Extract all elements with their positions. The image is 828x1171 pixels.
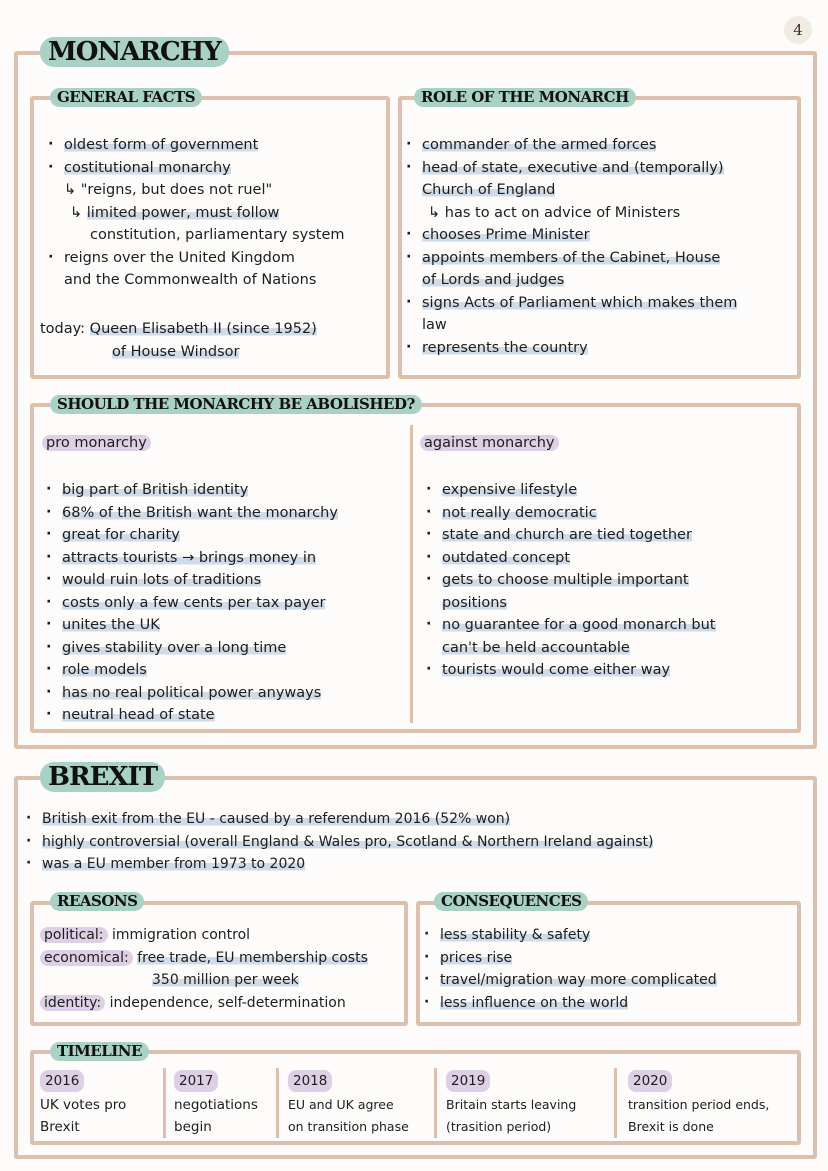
list-item: · 68% of the British want the monarchy xyxy=(42,502,338,525)
list-item: · expensive lifestyle xyxy=(422,479,716,502)
monarchy-title: MONARCHY xyxy=(40,37,229,67)
list-item: · big part of British identity xyxy=(42,479,338,502)
consequences-heading: CONSEQUENCES xyxy=(434,892,588,911)
timeline-year: 2019 xyxy=(446,1070,490,1092)
list-item: · state and church are tied together xyxy=(422,524,716,547)
list-item-cont: and the Commonwealth of Nations xyxy=(64,272,317,288)
timeline-year: 2018 xyxy=(288,1070,332,1092)
list-item: · would ruin lots of traditions xyxy=(42,569,338,592)
list-item: · highly controversial (overall England & Wales pro, Scotland & Northern Ireland against) xyxy=(22,831,653,854)
timeline-heading: TIMELINE xyxy=(50,1042,149,1061)
reasons-content xyxy=(40,924,368,1014)
list-item-cont: can't be held accountable xyxy=(442,639,630,656)
list-item-cont: law xyxy=(422,317,447,333)
role-heading: ROLE OF THE MONARCH xyxy=(414,88,636,107)
list-item-cont: positions xyxy=(442,594,507,611)
list-item: · signs Acts of Parliament which makes them xyxy=(402,292,737,315)
list-item: · appoints members of the Cabinet, House xyxy=(402,247,737,270)
timeline-divider xyxy=(434,1068,437,1138)
timeline-event: 2018 EU and UK agree on transition phase xyxy=(288,1070,409,1138)
abolish-heading: SHOULD THE MONARCHY BE ABOLISHED? xyxy=(50,395,422,414)
list-item: · great for charity xyxy=(42,524,338,547)
brexit-intro xyxy=(22,808,653,876)
list-item: · prices rise xyxy=(420,947,717,970)
sub-note: ↳ limited power, must follow xyxy=(44,202,345,225)
timeline-year: 2017 xyxy=(174,1070,218,1092)
role-content xyxy=(402,134,737,359)
reason-identity: identity: independence, self-determination xyxy=(40,992,368,1015)
timeline-event: 2016 UK votes pro Brexit xyxy=(40,1070,126,1138)
list-item: · commander of the armed forces xyxy=(402,134,737,157)
list-item: · chooses Prime Minister xyxy=(402,224,737,247)
consequences-list xyxy=(420,924,717,1014)
list-item: · outdated concept xyxy=(422,547,716,570)
list-item: · attracts tourists → brings money in xyxy=(42,547,338,570)
against-heading: against monarchy xyxy=(420,432,559,455)
list-item: · has no real political power anyways xyxy=(42,682,338,705)
list-item: · gives stability over a long time xyxy=(42,637,338,660)
list-item: · reigns over the United Kingdom xyxy=(44,247,345,270)
page-number: 4 xyxy=(784,16,812,44)
timeline-event: 2017 negotiations begin xyxy=(174,1070,258,1138)
list-item: · oldest form of government xyxy=(44,134,345,157)
timeline-divider xyxy=(163,1068,166,1138)
general-facts-content xyxy=(44,134,345,292)
list-item: · was a EU member from 1973 to 2020 xyxy=(22,853,653,876)
list-item: · costitutional monarchy xyxy=(44,157,345,180)
timeline-event: 2020 transition period ends, Brexit is done xyxy=(628,1070,769,1138)
today-line-2: of House Windsor xyxy=(112,344,240,360)
list-item: · tourists would come either way xyxy=(422,659,716,682)
list-item: · unites the UK xyxy=(42,614,338,637)
column-divider xyxy=(410,425,413,723)
list-item: · not really democratic xyxy=(422,502,716,525)
list-item-cont: of Lords and judges xyxy=(422,272,565,288)
brexit-title: BREXIT xyxy=(40,762,165,792)
list-item: · travel/migration way more complicated xyxy=(420,969,717,992)
list-item: · gets to choose multiple important xyxy=(422,569,716,592)
sub-note: ↳ has to act on advice of Ministers xyxy=(402,202,737,225)
today-line: today: Queen Elisabeth II (since 1952) xyxy=(40,321,317,337)
list-item-cont: Church of England xyxy=(422,182,556,198)
list-item: · costs only a few cents per tax payer xyxy=(42,592,338,615)
list-item: · British exit from the EU - caused by a referendum 2016 (52% won) xyxy=(22,808,653,831)
reason-economical-cont: 350 million per week xyxy=(152,972,299,988)
sub-note: ↳ "reigns, but does not ruel" xyxy=(44,179,345,202)
list-item: · represents the country xyxy=(402,337,737,360)
general-facts-heading: GENERAL FACTS xyxy=(50,88,202,107)
reason-political: political: immigration control xyxy=(40,924,368,947)
list-item: · role models xyxy=(42,659,338,682)
pro-heading: pro monarchy xyxy=(42,432,151,455)
against-list xyxy=(422,479,716,682)
reason-economical: economical: free trade, EU membership costs xyxy=(40,947,368,970)
timeline-divider xyxy=(614,1068,617,1138)
reasons-heading: REASONS xyxy=(50,892,144,911)
timeline-year: 2016 xyxy=(40,1070,84,1092)
sub-note: constitution, parliamentary system xyxy=(90,227,345,243)
list-item: · less influence on the world xyxy=(420,992,717,1015)
timeline-event: 2019 Britain starts leaving (trasition period) xyxy=(446,1070,576,1138)
timeline-year: 2020 xyxy=(628,1070,672,1092)
pro-list xyxy=(42,479,338,727)
list-item: · head of state, executive and (temporally) xyxy=(402,157,737,180)
list-item: · less stability & safety xyxy=(420,924,717,947)
timeline-divider xyxy=(276,1068,279,1138)
list-item: · no guarantee for a good monarch but xyxy=(422,614,716,637)
list-item: · neutral head of state xyxy=(42,704,338,727)
